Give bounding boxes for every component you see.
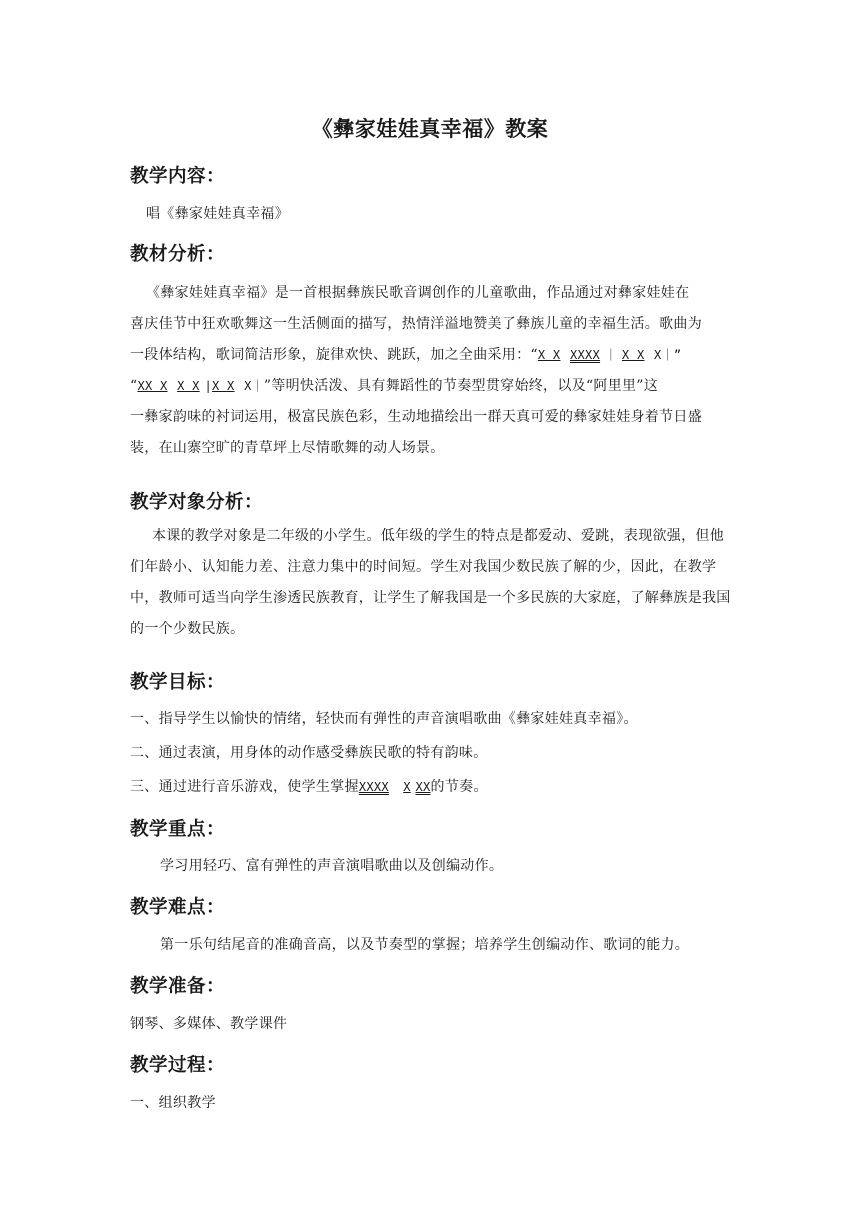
goal-item-2: 二、通过表演，用身体的动作感受彝族民歌的特有韵味。 — [130, 745, 488, 761]
analysis-line-4-text: ”等明快活泼、具有舞蹈性的节奏型贯穿始终，以及“阿里里”这 — [263, 378, 659, 394]
students-text: 本课的教学对象是二年级的小学生。低年级的学生的特点是都爱动、爱跳，表现欲强，但他们年龄小、认知能力差、注意力集中的时间短。学生对我国少数民族了解的少，因此，在教学中，教师可适当向学生渗透民族教育，让学生了解我国是一个多民族的大家庭，了解彝族是我国的一个少数民族。 — [130, 528, 731, 637]
rhythm-notation: X｜” — [654, 348, 682, 362]
difficulties-heading: 教学难点： — [130, 897, 226, 918]
rhythm-notation: X｜ — [244, 379, 264, 393]
rhythm-notation: X X — [621, 348, 645, 362]
preparation-heading: 教学准备： — [130, 976, 226, 997]
preparation-text: 钢琴、多媒体、教学课件 — [130, 1016, 288, 1032]
rhythm-notation: XXXX — [358, 780, 389, 794]
analysis-line-4 — [130, 375, 658, 395]
rhythm-notation: X — [403, 780, 411, 794]
rhythm-notation: X X — [211, 379, 235, 393]
rhythm-notation: XX X — [137, 379, 168, 393]
content-text: 唱《彝家娃娃真幸福》 — [146, 206, 289, 222]
goal-item-3 — [130, 776, 488, 796]
goal-item-3-text: 三、通过进行音乐游戏，使学生掌握 — [130, 779, 359, 795]
analysis-line-1: 《彝家娃娃真幸福》是一首根据彝族民歌音调创作的儿童歌曲，作品通过对彝家娃娃在 — [146, 285, 690, 301]
goal-item-1: 一、指导学生以愉快的情绪，轻快而有弹性的声音演唱歌曲《彝家娃娃真幸福》。 — [130, 711, 638, 727]
analysis-line-3-text: 一段体结构，歌词简洁形象，旋律欢快、跳跃，加之全曲采用：“ — [130, 347, 538, 363]
students-heading: 教学对象分析： — [130, 492, 264, 513]
goals-heading: 教学目标： — [130, 672, 226, 693]
bar-line: ｜ — [604, 348, 618, 362]
content-heading: 教学内容： — [130, 166, 226, 187]
analysis-line-6: 装，在山寨空旷的青草坪上尽情歌舞的动人场景。 — [130, 440, 445, 456]
quote-mark: “ — [130, 378, 138, 394]
rhythm-notation: X X — [177, 379, 200, 393]
rhythm-notation: XXXX — [569, 348, 601, 362]
keypoints-heading: 教学重点： — [130, 819, 226, 840]
analysis-line-5: 一彝家韵味的衬词运用，极富民族色彩，生动地描绘出一群天真可爱的彝家娃娃身着节日盛 — [130, 409, 702, 425]
process-item-1: 一、组织教学 — [130, 1095, 216, 1111]
difficulties-text: 第一乐句结尾音的准确音高，以及节奏型的掌握；培养学生创编动作、歌词的能力。 — [160, 937, 690, 953]
bar-line: | — [204, 379, 212, 393]
analysis-line-3 — [130, 344, 681, 364]
goal-item-3-suffix: 的节奏。 — [430, 779, 488, 795]
rhythm-notation: X X — [537, 348, 561, 362]
process-heading: 教学过程： — [130, 1055, 226, 1076]
document-title: 《彝家娃娃真幸福》教案 — [311, 117, 549, 141]
keypoints-text: 学习用轻巧、富有弹性的声音演唱歌曲以及创编动作。 — [160, 858, 504, 874]
analysis-line-2: 喜庆佳节中狂欢歌舞这一生活侧面的描写，热情洋溢地赞美了彝族儿童的幸福生活。歌曲为 — [130, 316, 702, 332]
analysis-heading: 教材分析： — [130, 244, 226, 265]
rhythm-notation: XX — [415, 780, 431, 794]
